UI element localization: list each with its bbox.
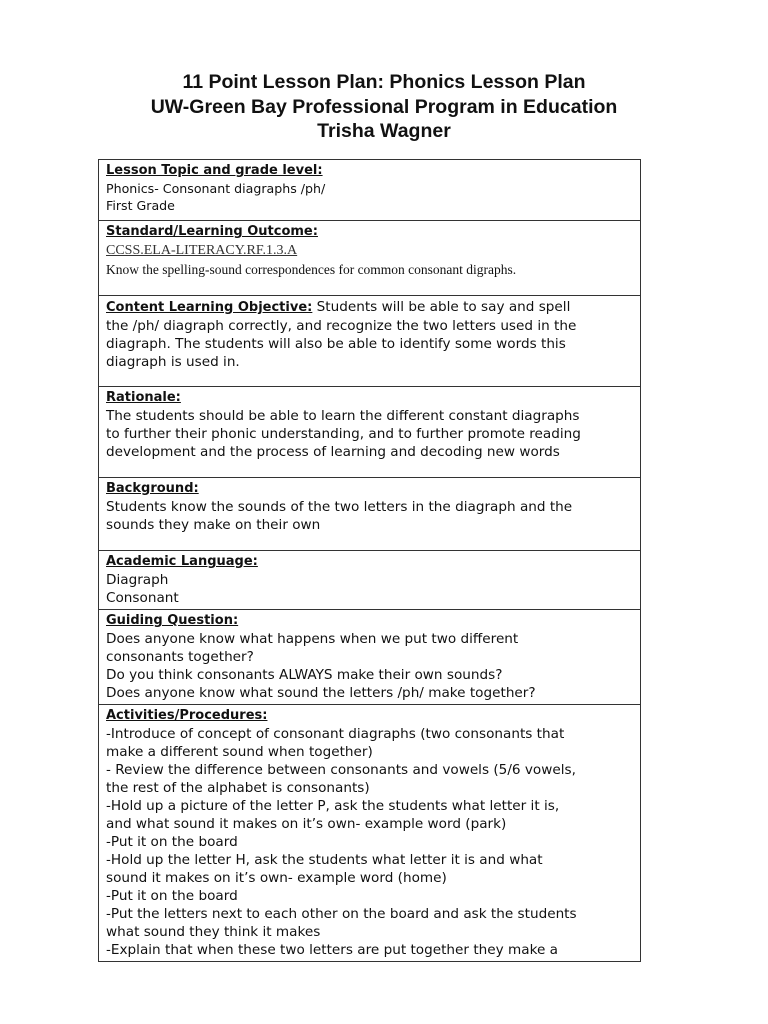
activity-step-line: -Put it on the board — [106, 888, 238, 904]
vocabulary-term: Consonant — [106, 590, 179, 606]
grade-line: First Grade — [106, 198, 175, 213]
rationale-line: to further their phonic understanding, and to further promote reading — [106, 426, 581, 442]
guiding-question-line: Does anyone know what sound the letters /ph/ make together? — [106, 685, 536, 701]
activity-step-line: - Review the difference between consonants and vowels (5/6 vowels, — [106, 762, 576, 778]
standard-text: Know the spelling-sound correspondences for common consonant digraphs. — [106, 262, 517, 277]
document-title: 11 Point Lesson Plan: Phonics Lesson Plan — [182, 71, 586, 93]
rationale-row — [99, 387, 641, 478]
activity-step-line: make a different sound when together) — [106, 744, 373, 760]
activity-step-line: and what sound it makes on it’s own- example word (park) — [106, 816, 507, 832]
program-name: UW-Green Bay Professional Program in Education — [150, 95, 618, 118]
objective-text-start: Students will be able to say and spell — [312, 299, 571, 315]
objective-heading: Content Learning Objective: — [106, 300, 313, 315]
activities-row — [99, 705, 641, 962]
activities-cell — [99, 705, 641, 962]
document-title-block — [0, 70, 768, 144]
topic-line: Phonics- Consonant diagraphs /ph/ — [106, 181, 326, 196]
rationale-heading: Rationale: — [106, 390, 181, 405]
vocabulary-term: Diagraph — [106, 572, 169, 588]
activity-step-line: -Put the letters next to each other on the board and ask the students — [106, 906, 577, 922]
standard-heading: Standard/Learning Outcome: — [106, 224, 318, 239]
topic-row — [99, 160, 641, 221]
objective-first-line — [106, 298, 633, 317]
objective-row — [99, 296, 641, 387]
background-line: sounds they make on their own — [106, 517, 321, 533]
activity-step-line: what sound they think it makes — [106, 924, 321, 940]
background-line: Students know the sounds of the two letters in the diagraph and the — [106, 499, 573, 515]
academic-language-heading: Academic Language: — [106, 554, 258, 569]
guiding-question-row — [99, 610, 641, 705]
objective-line: diagraph. The students will also be able to identify some words this — [106, 336, 566, 352]
topic-heading: Lesson Topic and grade level: — [106, 163, 323, 178]
activities-heading: Activities/Procedures: — [106, 708, 268, 723]
background-cell — [99, 478, 641, 551]
standard-row — [99, 221, 641, 296]
objective-line: the /ph/ diagraph correctly, and recognize the two letters used in the — [106, 318, 577, 334]
activity-step-line: sound it makes on it’s own- example word (home) — [106, 870, 447, 886]
topic-cell — [99, 160, 641, 221]
rationale-line: The students should be able to learn the different constant diagraphs — [106, 408, 580, 424]
objective-cell — [99, 296, 641, 387]
background-heading: Background: — [106, 481, 199, 496]
guiding-question-line: consonants together? — [106, 649, 254, 665]
guiding-question-line: Does anyone know what happens when we put two different — [106, 631, 519, 647]
standard-code-link[interactable]: CCSS.ELA-LITERACY.RF.1.3.A — [106, 243, 298, 258]
activity-step-line: -Introduce of concept of consonant diagraphs (two consonants that — [106, 726, 565, 742]
author-name: Trisha Wagner — [317, 120, 451, 142]
academic-language-cell — [99, 551, 641, 610]
guiding-question-line: Do you think consonants ALWAYS make their own sounds? — [106, 667, 503, 683]
academic-language-row — [99, 551, 641, 610]
background-row — [99, 478, 641, 551]
activity-step-line: -Hold up the letter H, ask the students what letter it is and what — [106, 852, 543, 868]
rationale-cell — [99, 387, 641, 478]
guiding-question-heading: Guiding Question: — [106, 613, 239, 628]
activity-step-line: -Explain that when these two letters are put together they make a — [106, 942, 558, 958]
activity-step-line: -Put it on the board — [106, 834, 238, 850]
lesson-plan-table — [98, 159, 641, 962]
objective-line: diagraph is used in. — [106, 354, 240, 370]
rationale-line: development and the process of learning and decoding new words — [106, 444, 560, 460]
guiding-question-cell — [99, 610, 641, 705]
activity-step-line: the rest of the alphabet is consonants) — [106, 780, 370, 796]
activity-step-line: -Hold up a picture of the letter P, ask the students what letter it is, — [106, 798, 560, 814]
standard-cell — [99, 221, 641, 296]
